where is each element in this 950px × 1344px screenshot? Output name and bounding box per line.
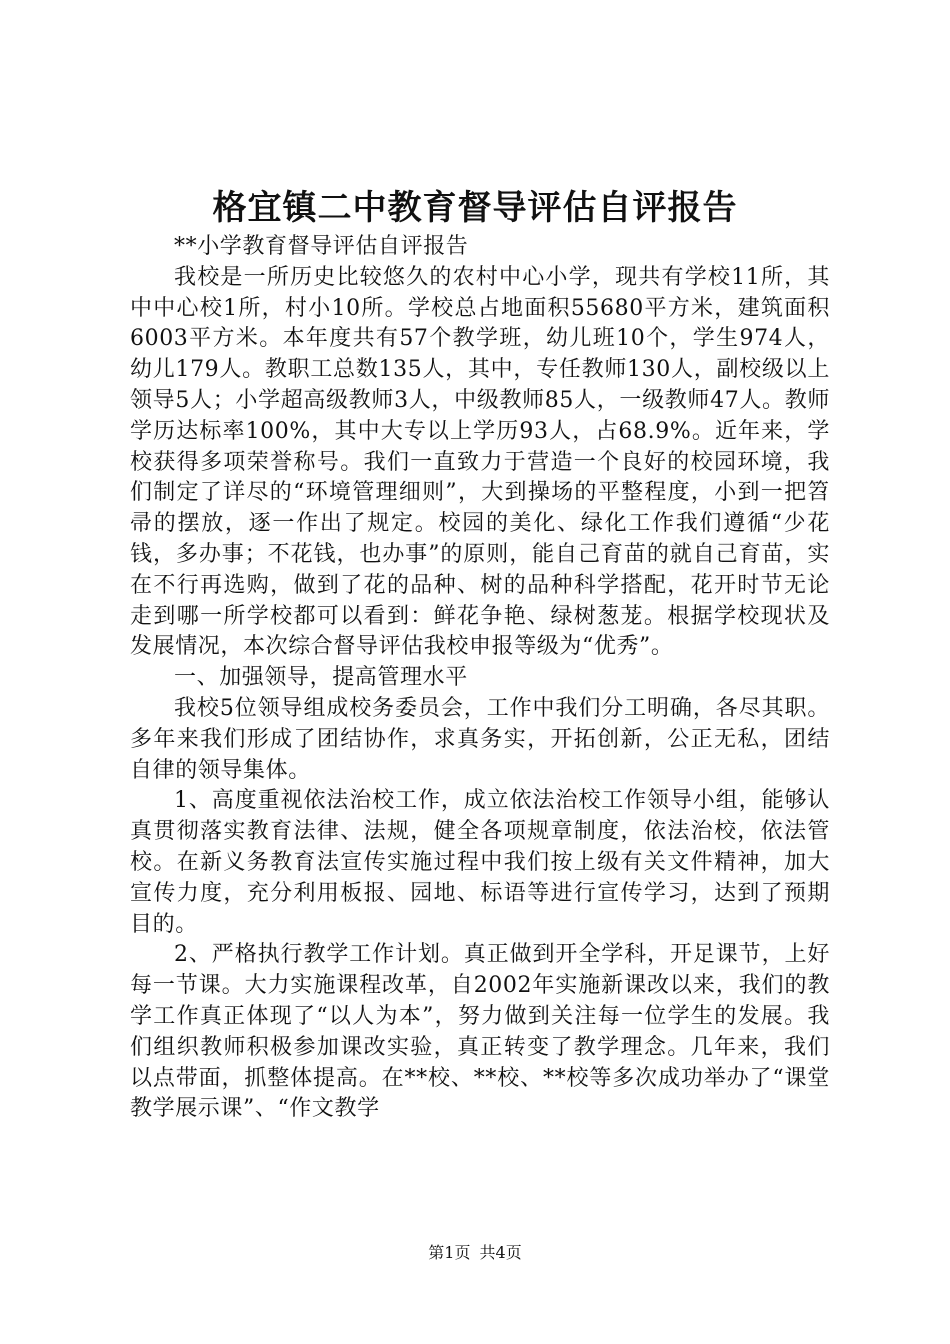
page-total: 共4页 <box>479 1243 522 1262</box>
intro-paragraph: 我校是一所历史比较悠久的农村中心小学，现共有学校11所，其中中心校1所，村小10所。学校总占地面积55680平方米，建筑面积6003平方米。本年度共有57个教学班，幼儿班10个，学生974人，幼儿179人。教职工总数135人，其中，专任教师130人，副校级以上领导5人；小学超高级教师3人，中级教师85人，一级教师47人。教师学历达标率100%，其中大专以上学历93人，占68.9%。近年来，学校获得多项荣誉称号。我们一直致力于营造一个良好的校园环境，我们制定了详尽的“环境管理细则”，大到操场的平整程度，小到一把笤帚的摆放，逐一作出了规定。校园的美化、绿化工作我们遵循“少花钱，多办事；不花钱，也办事”的原则，能自己育苗的就自己育苗，实在不行再选购，做到了花的品种、树的品种科学搭配，花开时节无论走到哪一所学校都可以看到：鲜花争艳、绿树葱茏。根据学校现状及发展情况，本次综合督导评估我校申报等级为“优秀”。 <box>130 264 830 660</box>
body-paragraph: 1、高度重视依法治校工作，成立依法治校工作领导小组，能够认真贯彻落实教育法律、法规，健全各项规章制度，依法治校，依法管校。在新义务教育法宣传实施过程中我们按上级有关文件精神，加大宣传力度，充分利用板报、园地、标语等进行宣传学习，达到了预期目的。 <box>130 788 830 937</box>
document-title: 格宜镇二中教育督导评估自评报告 <box>212 188 738 228</box>
page-number: 第1页 <box>428 1243 471 1262</box>
page-footer <box>0 1243 950 1263</box>
body-paragraph: 我校5位领导组成校务委员会，工作中我们分工明确，各尽其职。多年来我们形成了团结协作，求真务实，开拓创新，公正无私，团结自律的领导集体。 <box>130 695 830 783</box>
body-paragraph: 2、严格执行教学工作计划。真正做到开全学科，开足课节，上好每一节课。大力实施课程改革，自2002年实施新课改以来，我们的教学工作真正体现了“以人为本”，努力做到关注每一位学生的发展。我们组织教师积极参加课改实验，真正转变了教学理念。几年来，我们以点带面，抓整体提高。在**校、**校、**校等多次成功举办了“课堂教学展示课”、“作文教学 <box>130 942 830 1122</box>
subtitle-paragraph: **小学教育督导评估自评报告 <box>174 234 469 259</box>
section-heading: 一、加强领导，提高管理水平 <box>174 665 468 691</box>
document-body <box>130 232 830 1125</box>
